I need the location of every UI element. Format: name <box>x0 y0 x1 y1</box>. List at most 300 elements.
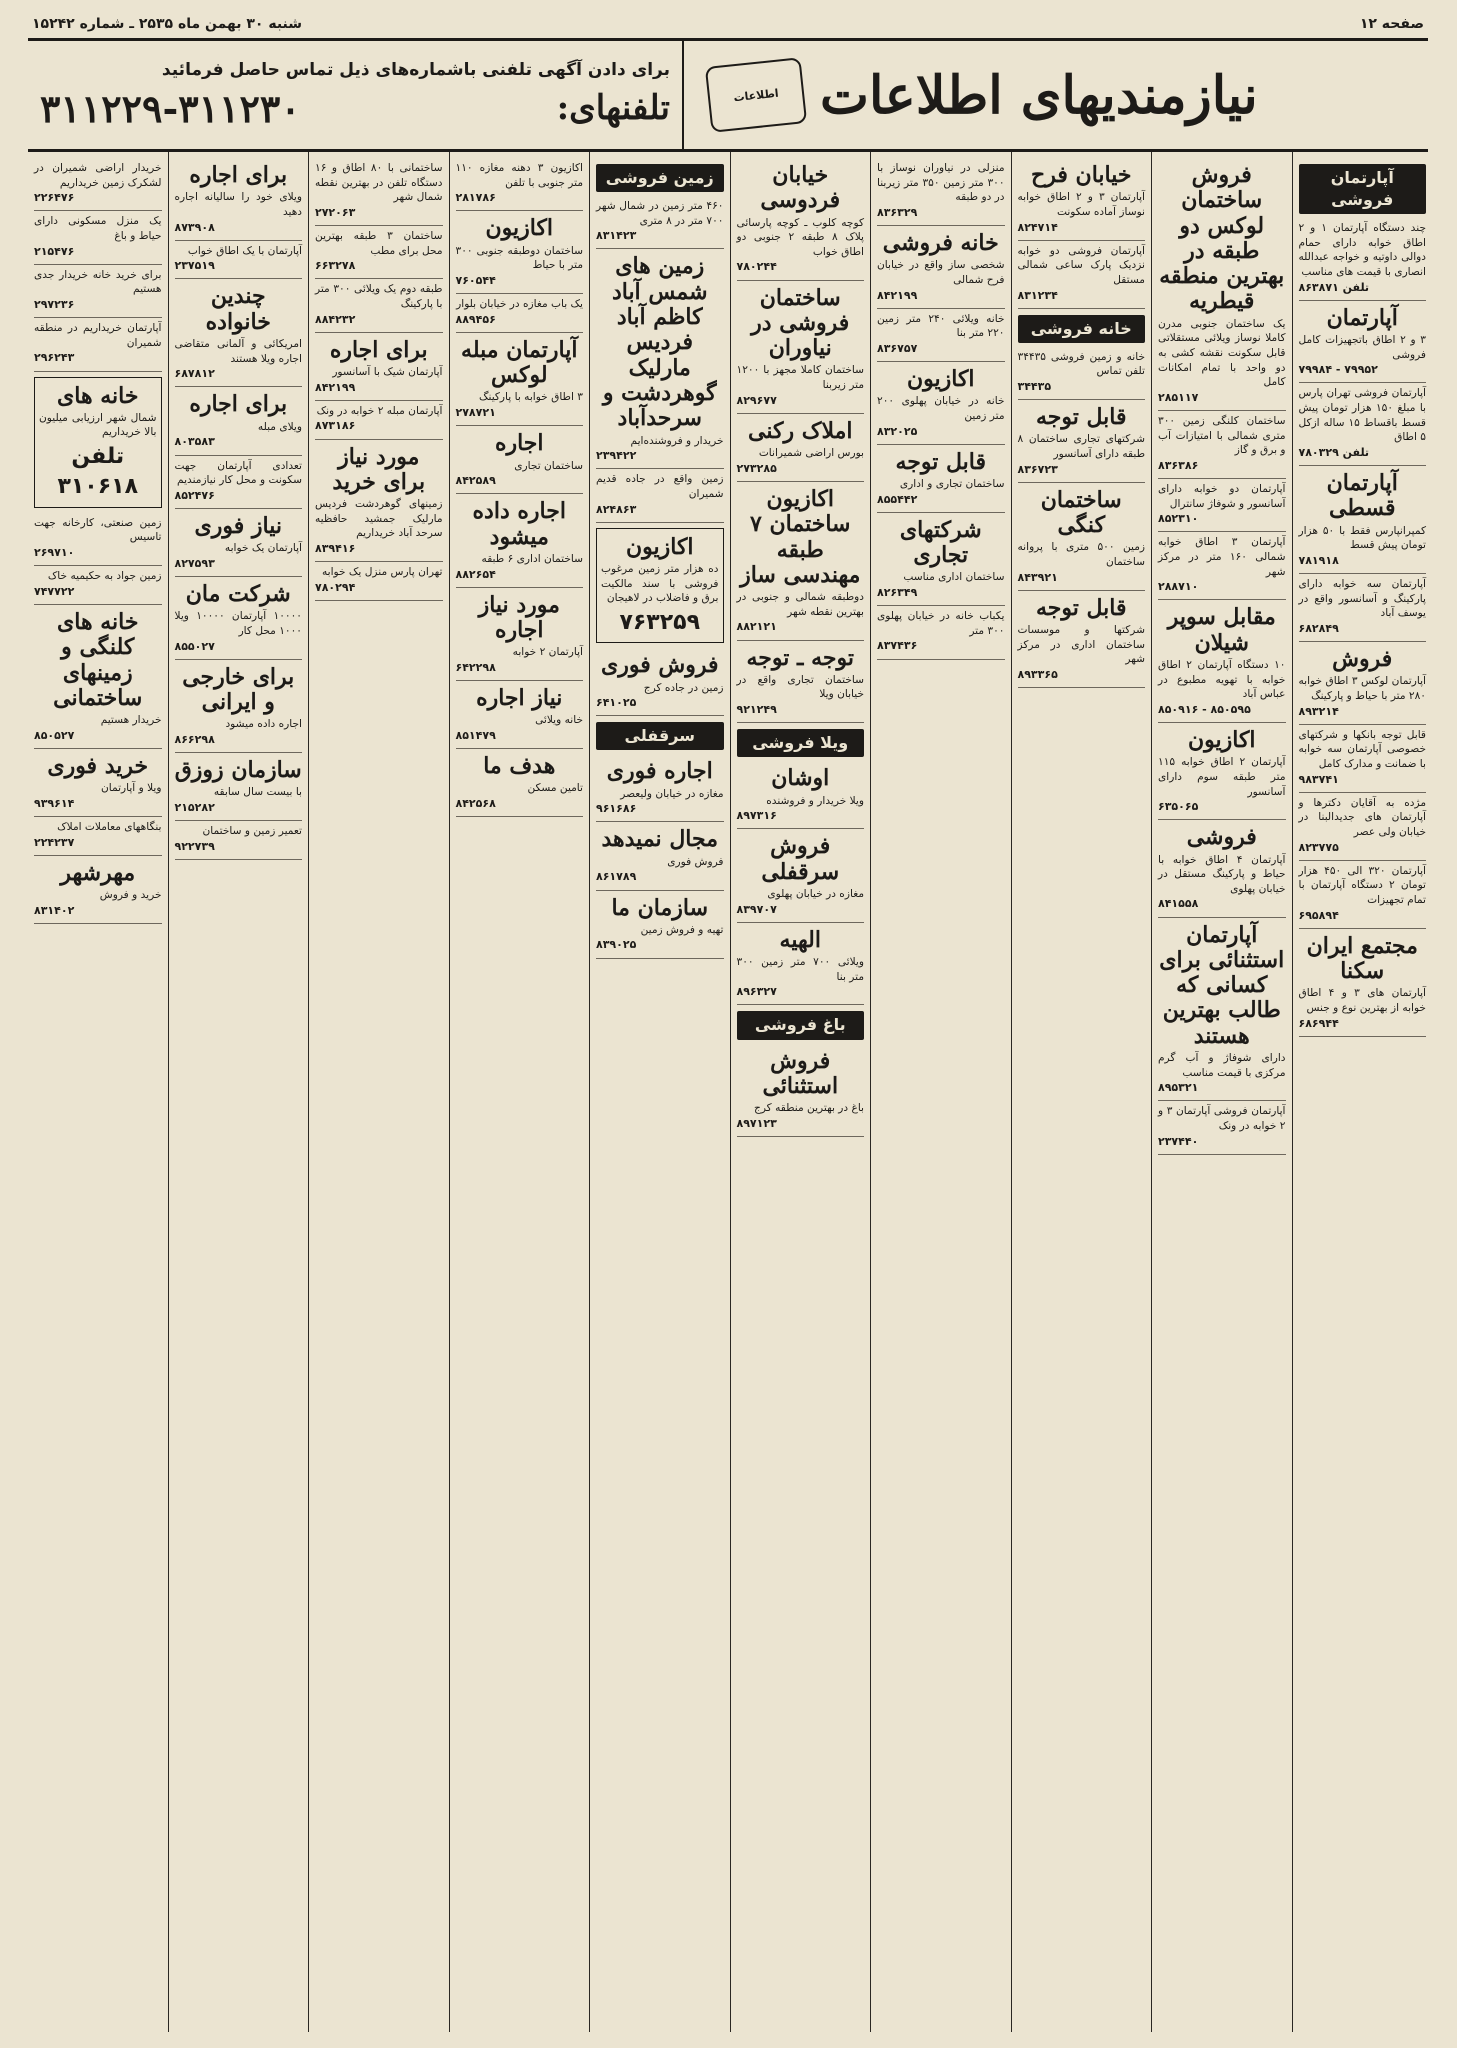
ad-body: زمین واقع در جاده قدیم شمیران <box>596 473 724 500</box>
ad-phone: ۳۴۴۳۵ <box>1017 379 1052 393</box>
classified-ad <box>1158 723 1286 820</box>
ad-phone: ۸۷۳۹۰۸ <box>174 220 215 234</box>
ad-column <box>1292 152 1429 2032</box>
ad-headline: خرید فوری <box>47 752 149 779</box>
ad-phone: ۷۶۰۵۴۴ <box>455 273 496 287</box>
ad-phone: ۲۶۹۷۱۰ <box>34 546 75 560</box>
classified-ad <box>456 158 584 211</box>
ad-body: آپارتمان با یک اطاق خواب <box>187 244 302 257</box>
ad-headline: مورد نیاز اجاره <box>478 591 560 643</box>
classified-ad <box>315 226 443 279</box>
ad-body: ۱۰۰۰۰ آپارتمان ۱۰۰۰۰ ویلا ۱۰۰۰ محل کار <box>174 610 302 637</box>
ad-body: ساختمان ۳ طبقه بهترین محل برای مطب <box>315 230 443 257</box>
classified-ad <box>456 588 584 681</box>
classified-ad <box>456 333 584 426</box>
classified-ad <box>175 158 303 241</box>
ad-body: آپارتمان ۳ و ۲ اطاق خوابه نوساز آماده سکونت <box>1017 191 1146 218</box>
ad-phone: ۸۷۳۱۸۶ <box>315 419 356 433</box>
ad-body: اجاره داده میشود <box>225 718 302 731</box>
ad-body: دوطبقه شمالی و جنوبی در بهترین نقطه شهر <box>736 591 864 618</box>
ad-phone: ۲۱۵۴۷۶ <box>34 244 75 258</box>
classified-ad <box>34 211 162 264</box>
classified-ad <box>596 648 724 716</box>
ad-body: خرید و فروش <box>99 889 162 902</box>
classified-ad <box>175 279 303 387</box>
ad-column <box>308 152 449 2032</box>
ad-headline: سازمان ما <box>611 894 709 921</box>
classified-ad <box>1299 466 1427 574</box>
ad-body: آپارتمان ۴ اطاق خوابه با حیاط و پارکینگ مستقل در خیابان پهلوی <box>1158 853 1286 895</box>
classified-ad <box>315 333 443 401</box>
classified-ad <box>737 641 865 724</box>
ad-phone: ۸۵۰۵۲۷ <box>34 728 75 742</box>
ad-body: کوچه کلوب ـ کوچه پارسائی پلاک ۸ طبقه ۲ جنوبی دو اطاق خواب <box>736 216 864 258</box>
ad-body: ساختمان اداری ۶ طبقه <box>481 552 583 565</box>
ad-phone: ۸۴۲۱۹۹ <box>315 380 356 394</box>
ad-phone: ۸۲۴۷۱۴ <box>1017 220 1058 234</box>
ad-headline: خیابان فرح <box>1031 162 1132 188</box>
ad-phone: ۲۱۵۲۸۲ <box>174 800 215 814</box>
classified-ad <box>737 158 865 281</box>
ad-phone: ۲۲۴۲۳۷ <box>34 835 75 849</box>
section-title: نیازمندیهای اطلاعات <box>820 64 1258 126</box>
ad-headline: برای اجاره <box>329 336 428 363</box>
ad-body: خانه و زمین فروشی ۳۴۴۳۵ تلفن تماس <box>1017 350 1145 378</box>
ad-body: خانه در خیابان پهلوی ۲۰۰ متر زمین <box>877 395 1005 422</box>
classified-ad <box>1158 820 1286 917</box>
ad-phone: ۲۷۳۲۸۵ <box>736 461 777 475</box>
ad-body: طبقه دوم یک ویلائی ۳۰۰ متر با پارکینگ <box>315 283 443 310</box>
ad-body: ساختمان تجاری واقع در خیابان ویلا <box>736 673 864 701</box>
classified-ad <box>34 566 162 605</box>
classified-ad <box>1158 158 1286 411</box>
ad-phone: ۹۲۱۲۴۹ <box>736 703 777 717</box>
classified-ad <box>596 822 724 890</box>
classified-ad <box>1018 158 1146 241</box>
ad-body: ده هزار متر زمین مرغوب فروشی با سند مالکیت برق و فاضلاب در لاهیجان <box>601 563 719 605</box>
ad-phone: ۶۶۳۲۷۸ <box>315 259 356 273</box>
ad-body: ۴۶۰ متر زمین در شمال شهر ۷۰۰ متر در ۸ متری <box>596 200 724 227</box>
ad-body: دارای شوفاژ و آب گرم مرکزی با قیمت مناسب <box>1158 1052 1286 1079</box>
ad-headline: فروش استثنائی <box>762 1047 839 1099</box>
ad-body: یک منزل مسکونی دارای حیاط و باغ <box>34 215 162 242</box>
phones-row <box>40 86 670 131</box>
ad-body: ۱۰ دستگاه آپارتمان ۲ اطاق خوابه با تهویه مطبوع در عباس آباد <box>1158 658 1286 701</box>
ad-phone: ۸۹۳۳۶۵ <box>1017 667 1058 681</box>
ad-headline: اجاره داده میشود <box>472 498 566 550</box>
ad-phone: ۸۳۹۷۰۷ <box>736 902 777 916</box>
classified-ad <box>737 1044 865 1137</box>
ad-phone: ۸۵۲۴۷۶ <box>174 488 215 502</box>
ad-headline: خیابان فردوسی <box>760 162 841 214</box>
ad-body: شرکتهای تجاری ساختمان ۸ طبقه دارای آسانسور <box>1017 433 1145 461</box>
ad-phone: ۸۳۶۳۲۹ <box>877 205 918 219</box>
ad-phone-large: ۷۶۳۲۵۹ <box>619 609 701 635</box>
classified-ad <box>877 309 1005 362</box>
ad-phone: ۸۴۳۹۲۱ <box>1017 570 1058 584</box>
ad-body: باغ در بهترین منطقه کرج <box>753 1102 864 1115</box>
category-heading: باغ فروشی <box>737 1011 865 1039</box>
ad-phone: ۹۲۲۷۳۹ <box>174 839 215 853</box>
ad-body: ساختمان اداری مناسب <box>903 571 1005 584</box>
ad-body: مغازه در خیابان ولیعصر <box>620 787 724 800</box>
ad-body: زمینهای گوهردشت فردیس مارلیک جمشید حافظیه سرحد آباد خریداریم <box>315 498 443 540</box>
ad-headline: مجال نمیدهد <box>601 826 718 853</box>
ad-phone: ۲۳۷۵۱۹ <box>174 259 215 273</box>
ad-phone: ۲۷۸۷۲۱ <box>455 406 496 420</box>
classified-ad <box>175 509 303 577</box>
ad-phone: ۷۸۱۹۱۸ <box>1298 553 1339 567</box>
ad-headline: برای اجاره <box>189 391 288 418</box>
classified-ad <box>175 753 303 821</box>
ad-column <box>168 152 309 2032</box>
classified-ad <box>1299 301 1427 384</box>
classified-ad <box>34 318 162 371</box>
ad-headline: خانه فروشی <box>882 230 999 256</box>
ad-headline: هدف ما <box>483 753 556 780</box>
ad-headline: اجاره <box>494 430 544 457</box>
issue-date: شنبه ۳۰ بهمن ماه ۲۵۳۵ ـ شماره ۱۵۲۴۲ <box>32 16 303 32</box>
ad-headline: فروشی <box>1186 824 1257 851</box>
ad-phone: ۹۸۳۷۴۱ <box>1298 772 1339 786</box>
category-heading: ویلا فروشی <box>737 729 865 757</box>
ad-phone: ۸۸۲۱۲۱ <box>736 620 777 634</box>
ad-headline: اجاره فوری <box>606 758 713 785</box>
phone-numbers: ۳۱۱۲۲۹-۳۱۱۲۳۰ <box>40 85 301 131</box>
ad-headline: آپارتمان قسطی <box>1326 470 1398 522</box>
classified-ad <box>737 482 865 641</box>
classified-ad <box>175 456 303 509</box>
ad-headline: برای خارجی و ایرانی <box>182 663 295 715</box>
ad-headline: اکازیون <box>485 215 554 242</box>
ad-body: مغازه در خیابان پهلوی <box>767 887 864 900</box>
classified-ad <box>34 856 162 924</box>
ad-phone: ۸۵۵۴۴۲ <box>877 492 918 506</box>
ad-headline: آپارتمان استثنائی برای کسانی که طالب بهترین هستند <box>1159 921 1285 1049</box>
ad-body: ویلا خریدار و فروشنده <box>766 794 864 807</box>
classified-ad <box>34 377 162 508</box>
ad-body: بورس اراضی شمیرانات <box>758 447 864 460</box>
ad-body: خانه ویلائی ۲۴۰ متر زمین ۲۲۰ متر بنا <box>877 312 1005 340</box>
classified-ad <box>175 387 303 455</box>
contact-note: برای دادن آگهی تلفنی باشماره‌های ذیل تماس حاصل فرمائید <box>161 59 670 80</box>
classified-ad <box>456 294 584 333</box>
ad-body: ویلای مبله <box>257 420 302 433</box>
ad-body: ویلائی ۷۰۰ متر زمین ۳۰۰ متر بنا <box>736 956 864 983</box>
ad-phone: ۸۵۵۰۲۷ <box>174 639 215 653</box>
ad-body: آپارتمان ۳۲۰ الی ۴۵۰ هزار تومان ۲ دستگاه آپارتمان با تمام تجهیزات <box>1298 864 1426 906</box>
ad-phone: ۷۴۷۷۲۲ <box>34 584 75 598</box>
ad-phone: تلفن ۷۸۰۳۲۹ <box>1298 445 1370 459</box>
ad-body: آپارتمان ۲ اطاق خوابه ۱۱۵ متر طبقه سوم دارای آسانسور <box>1158 756 1286 798</box>
ad-phone: ۲۹۷۲۳۶ <box>34 298 75 311</box>
classified-ad <box>175 660 303 753</box>
classified-ad <box>34 605 162 749</box>
ad-phone: ۸۸۹۴۵۶ <box>455 312 496 326</box>
classified-ad <box>1018 483 1146 591</box>
ad-body: آپارتمان یک خوابه <box>224 542 302 555</box>
ad-body: بنگاههای معاملات املاک <box>57 821 162 834</box>
classified-ad <box>737 923 865 1006</box>
ad-phone: ۹۶۱۶۸۶ <box>596 802 637 816</box>
ad-body: زمین صنعتی، کارخانه جهت تاسیس <box>34 516 162 544</box>
classified-ad <box>596 528 724 643</box>
ad-body: شرکتها و موسسات ساختمان اداری در مرکز شهر <box>1017 624 1145 666</box>
ad-headline: آپارتمان مبله لوکس <box>461 336 578 389</box>
ad-phone: ۸۳۷۴۳۶ <box>877 639 918 653</box>
ad-headline: برای اجاره <box>189 162 288 188</box>
classified-ad <box>1158 411 1286 479</box>
ad-phone: ۸۸۴۲۳۲ <box>315 312 356 326</box>
ad-phone: ۲۲۶۴۷۶ <box>34 191 75 205</box>
ad-phone: ۸۳۶۷۵۷ <box>877 341 918 355</box>
ad-phone: ۸۴۲۵۶۸ <box>455 797 496 811</box>
classified-ad <box>737 281 865 414</box>
classified-ad <box>315 440 443 563</box>
classified-ad <box>1018 241 1146 309</box>
ad-headline: مهرشهر <box>60 859 136 886</box>
classified-ad <box>456 211 584 294</box>
classified-ad <box>1158 600 1286 723</box>
ad-phone: ۶۸۶۹۴۴ <box>1298 1016 1339 1030</box>
ad-body: اکازیون ۳ دهنه مغازه ۱۱۰ متر جنوبی با تلفن <box>455 162 584 189</box>
ad-headline: مورد نیاز برای خرید <box>332 443 426 495</box>
ad-phone: ۸۸۲۶۵۴ <box>455 567 496 581</box>
ad-body: ساختمانی با ۸۰ اطاق و ۱۶ دستگاه تلفن در بهترین نقطه شمال شهر <box>315 162 443 204</box>
ad-headline: قابل توجه <box>1035 404 1127 431</box>
ad-headline: چندین خانواده <box>205 283 271 335</box>
ad-body: تامین مسکن <box>527 782 583 795</box>
ad-phone: ۸۶۱۷۸۹ <box>596 870 637 884</box>
ad-phone: ۸۳۹۴۱۶ <box>315 542 356 556</box>
ad-headline: مجتمع ایران سکنا <box>1306 932 1418 985</box>
ad-headline: املاک رکنی <box>748 417 853 444</box>
ad-headline: اکازیون ساختمان ۷ طبقه مهندسی ساز <box>740 485 861 588</box>
ad-phone: ۸۹۶۳۲۷ <box>736 985 777 999</box>
ad-phone: ۸۰۳۵۸۳ <box>174 435 215 449</box>
ad-body: ساختمان تجاری و اداری <box>899 478 1005 491</box>
classified-ad <box>877 445 1005 513</box>
ad-headline: آپارتمان <box>1326 304 1398 331</box>
classified-ad <box>1158 918 1286 1102</box>
ad-phone: تلفن ۸۶۳۸۷۱ <box>1298 280 1370 294</box>
ad-body: آپارتمان ۳ اطاق خوابه شمالی ۱۶۰ متر در مرکز شهر <box>1158 536 1286 578</box>
ad-column <box>1151 152 1292 2032</box>
ad-phone: ۶۸۷۸۱۲ <box>174 367 215 381</box>
ad-column <box>28 152 168 2032</box>
ad-phone: ۷۸۰۲۹۴ <box>315 580 356 594</box>
ad-body: یک باب مغازه در خیابان بلوار <box>456 298 583 311</box>
ad-columns <box>28 152 1428 2032</box>
classified-ad <box>596 891 724 959</box>
classified-ad <box>1299 793 1427 861</box>
ad-headline: اکازیون <box>906 366 975 393</box>
ad-body: تعمیر زمین و ساختمان <box>202 825 302 838</box>
ad-headline: قابل توجه <box>895 448 987 475</box>
ad-headline: مقابل سوپر شیلان <box>1167 604 1276 656</box>
classified-ad <box>877 606 1005 659</box>
ad-headline: فروش سرقفلی <box>761 833 840 885</box>
classified-ad <box>1299 642 1427 725</box>
ad-headline: شرکت مان <box>185 581 291 607</box>
classified-ad <box>877 513 1005 606</box>
ad-headline: قابل توجه <box>1035 594 1127 621</box>
ad-phone-large: تلفن ۳۱۰۶۱۸ <box>57 444 139 500</box>
contact-box <box>28 41 684 149</box>
ad-phone: ۸۶۶۲۹۸ <box>174 732 215 746</box>
classified-ad <box>1018 591 1146 688</box>
ad-headline: اکازیون <box>625 533 694 560</box>
ad-phone: ۸۲۹۶۷۷ <box>736 393 777 407</box>
ad-phone: ۶۴۲۲۹۸ <box>455 660 496 674</box>
ad-body: آپارتمان فروشی تهران پارس با مبلغ ۱۵۰ هزار تومان پیش قسط باقساط ۱۵ ساله ازکل ۵ اطاق <box>1298 387 1426 444</box>
ad-phone: ۸۲۷۵۹۳ <box>174 556 215 570</box>
classified-ad <box>175 577 303 660</box>
ad-phone: ۸۹۵۳۲۱ <box>1158 1081 1199 1095</box>
ad-body: فروش فوری <box>667 855 724 868</box>
classified-ad <box>1299 218 1427 301</box>
classified-ad <box>737 414 865 482</box>
ad-headline: ساختمان کنگی <box>1040 486 1122 539</box>
ad-phone: ۸۳۱۲۳۴ <box>1017 288 1058 302</box>
classified-ad <box>34 158 162 211</box>
ad-phone: ۸۵۰۹۱۶ - ۸۵۰۵۹۵ <box>1158 702 1251 716</box>
classified-ad <box>596 754 724 822</box>
ad-body: آپارتمان فروشی آپارتمان ۳ و ۲ خوابه در ونک <box>1158 1105 1286 1133</box>
ad-body: ۳ و ۲ اطاق باتجهیزات کامل فروشی <box>1298 334 1426 361</box>
classified-ad <box>315 279 443 332</box>
ad-column <box>1011 152 1152 2032</box>
masthead-title-block <box>684 41 1428 149</box>
ad-body: قابل توجه بانکها و شرکتهای خصوصی آپارتمان سه خوابه با ضمانت و مدارک کامل <box>1298 728 1426 770</box>
ad-phone: ۸۵۱۴۷۹ <box>455 728 496 742</box>
ad-headline: توجه ـ توجه <box>746 644 855 671</box>
ad-phone: ۸۹۷۱۲۳ <box>736 1116 777 1130</box>
ad-phone: ۸۳۱۴۰۲ <box>34 903 75 917</box>
ad-phone: ۸۹۳۲۱۴ <box>1298 704 1339 718</box>
ad-phone: ۸۹۷۳۱۶ <box>736 809 777 823</box>
classified-ad <box>175 241 303 280</box>
ad-headline: ساختمان فروشی در نیاوران <box>751 284 850 362</box>
ad-phone: ۲۹۶۲۴۳ <box>34 351 75 365</box>
category-heading: خانه فروشی <box>1018 315 1146 343</box>
ad-body: تهیه و فروش زمین <box>640 923 724 936</box>
classified-ad <box>1299 574 1427 642</box>
ad-body: زمین ۵۰۰ متری با پروانه ساختمان <box>1017 541 1145 569</box>
classified-ad <box>737 829 865 922</box>
classified-ad <box>877 362 1005 445</box>
classified-ad <box>1018 347 1146 400</box>
ad-body: شمال شهر ارزیابی میلیون بالا خریداریم <box>39 411 157 439</box>
category-heading: زمین فروشی <box>596 164 724 192</box>
ad-phone: ۷۸۰۲۴۴ <box>736 260 777 274</box>
ad-phone: ۲۳۷۴۴۰ <box>1158 1134 1199 1148</box>
masthead <box>28 41 1428 152</box>
ad-phone: ۸۴۲۵۸۹ <box>455 474 496 488</box>
classified-ad <box>737 761 865 829</box>
ad-body: تهران پارس منزل یک خوابه <box>321 566 443 579</box>
ad-body: ۳ اطاق خوابه با پارکینگ <box>479 391 583 404</box>
ad-phone: ۸۲۳۷۷۵ <box>1298 840 1339 854</box>
ad-headline: شرکتهای تجاری <box>899 516 982 569</box>
ad-body: آپارتمان شیک با آسانسور <box>332 366 443 379</box>
ad-phone: ۸۴۲۱۹۹ <box>877 288 918 302</box>
ad-body: خریدار و فروشنده‌ایم <box>630 434 724 447</box>
newspaper-logo: اطلاعات <box>705 57 807 133</box>
ad-body: آپارتمان های ۳ و ۴ اطاق خوابه از بهترین نوع و جنس <box>1298 987 1426 1014</box>
ad-headline: فروش <box>1332 646 1393 673</box>
ad-body: منزلی در نیاوران نوساز با ۳۰۰ متر زمین ۳۵۰ متر زیربنا در دو طبقه <box>877 162 1005 204</box>
ad-body: آپارتمان ۲ خوابه <box>512 646 583 659</box>
classified-ad <box>877 158 1005 226</box>
ad-headline: اوشان <box>771 765 830 792</box>
category-heading: سرقفلی <box>596 722 724 750</box>
ad-headline: الهیه <box>779 926 821 953</box>
ad-phone: ۸۲۴۸۶۳ <box>596 502 637 516</box>
ad-column <box>870 152 1011 2032</box>
classified-ad <box>456 749 584 817</box>
classified-ad <box>1299 725 1427 793</box>
classified-ad <box>1158 532 1286 600</box>
ad-headline: فروش فوری <box>600 652 719 679</box>
newspaper-page <box>28 16 1428 2026</box>
ad-phone: ۲۸۱۷۸۶ <box>455 191 496 205</box>
classified-ad <box>315 562 443 601</box>
ad-body: مژده به آقایان دکترها و آپارتمان های جدیدالبنا در خیابان ولی عصر <box>1298 796 1426 838</box>
ad-body: با بیست سال سابقه <box>213 786 302 799</box>
classified-ad <box>596 469 724 522</box>
phones-label: تلفنهای: <box>556 88 670 128</box>
ad-body: آپارتمان سه خوابه دارای پارکینگ و آسانسور واقع در یوسف آباد <box>1298 578 1426 620</box>
ad-phone: ۸۵۲۳۱۰ <box>1158 512 1199 526</box>
ad-body: خانه ویلائی <box>535 714 583 727</box>
classified-ad <box>1158 1101 1286 1154</box>
ad-body: آپارتمان خریداریم در منطقه شمیران <box>34 322 162 349</box>
classified-ad <box>315 158 443 226</box>
ad-body: کمپرانپارس فقط با ۵۰ هزار تومان پیش قسط <box>1298 524 1426 552</box>
ad-phone: ۸۴۱۵۵۸ <box>1158 897 1199 911</box>
ad-body: آپارتمان فروشی دو خوابه نزدیک پارک ساعی شمالی مستقل <box>1017 244 1145 286</box>
classified-ad <box>1299 861 1427 929</box>
classified-ad <box>34 265 162 318</box>
classified-ad <box>34 513 162 566</box>
ad-phone: ۸۳۶۳۸۶ <box>1158 458 1199 472</box>
ad-body: ویلا و آپارتمان <box>100 782 162 795</box>
ad-headline: خانه های کلنگی و زمینهای ساختمانی <box>53 608 143 711</box>
classified-ad <box>456 681 584 749</box>
ad-phone: ۲۸۵۱۱۷ <box>1158 390 1199 404</box>
ad-body: زمین در جاده کرج <box>643 681 724 694</box>
ad-phone: ۲۷۲۰۶۳ <box>315 205 356 219</box>
ad-phone: ۲۳۹۴۲۲ <box>596 449 637 463</box>
ad-body: ساختمان تجاری <box>514 459 583 472</box>
ad-body: خریدار هستیم <box>100 714 162 727</box>
ad-body: یک ساختمان جنوبی مدرن کاملا نوساز ویلائی مستقلاتی قابل سکونت نقشه کشی به دو واحد با تمام امکانات کامل <box>1158 317 1286 389</box>
classified-ad <box>1299 383 1427 466</box>
ad-phone: ۸۲۶۳۴۹ <box>877 586 918 600</box>
ad-body: ویلای خود را سالیانه اجاره دهید <box>174 191 302 218</box>
classified-ad <box>1018 400 1146 483</box>
classified-ad <box>315 401 443 440</box>
ad-phone: ۸۳۶۷۲۳ <box>1017 462 1058 476</box>
ad-body: ساختمان دوطبقه جنوبی ۳۰۰ متر با حیاط <box>455 244 583 272</box>
ad-body: شخصی ساز واقع در خیابان فرح شمالی <box>877 259 1005 286</box>
classified-ad <box>1299 929 1427 1037</box>
ad-phone: ۸۳۹۰۲۵ <box>596 938 637 952</box>
ad-headline: فروش ساختمان لوکس دو طبقه در بهترین منطقه قیطریه <box>1159 162 1285 315</box>
classified-ad <box>175 821 303 860</box>
ad-column <box>589 152 730 2032</box>
